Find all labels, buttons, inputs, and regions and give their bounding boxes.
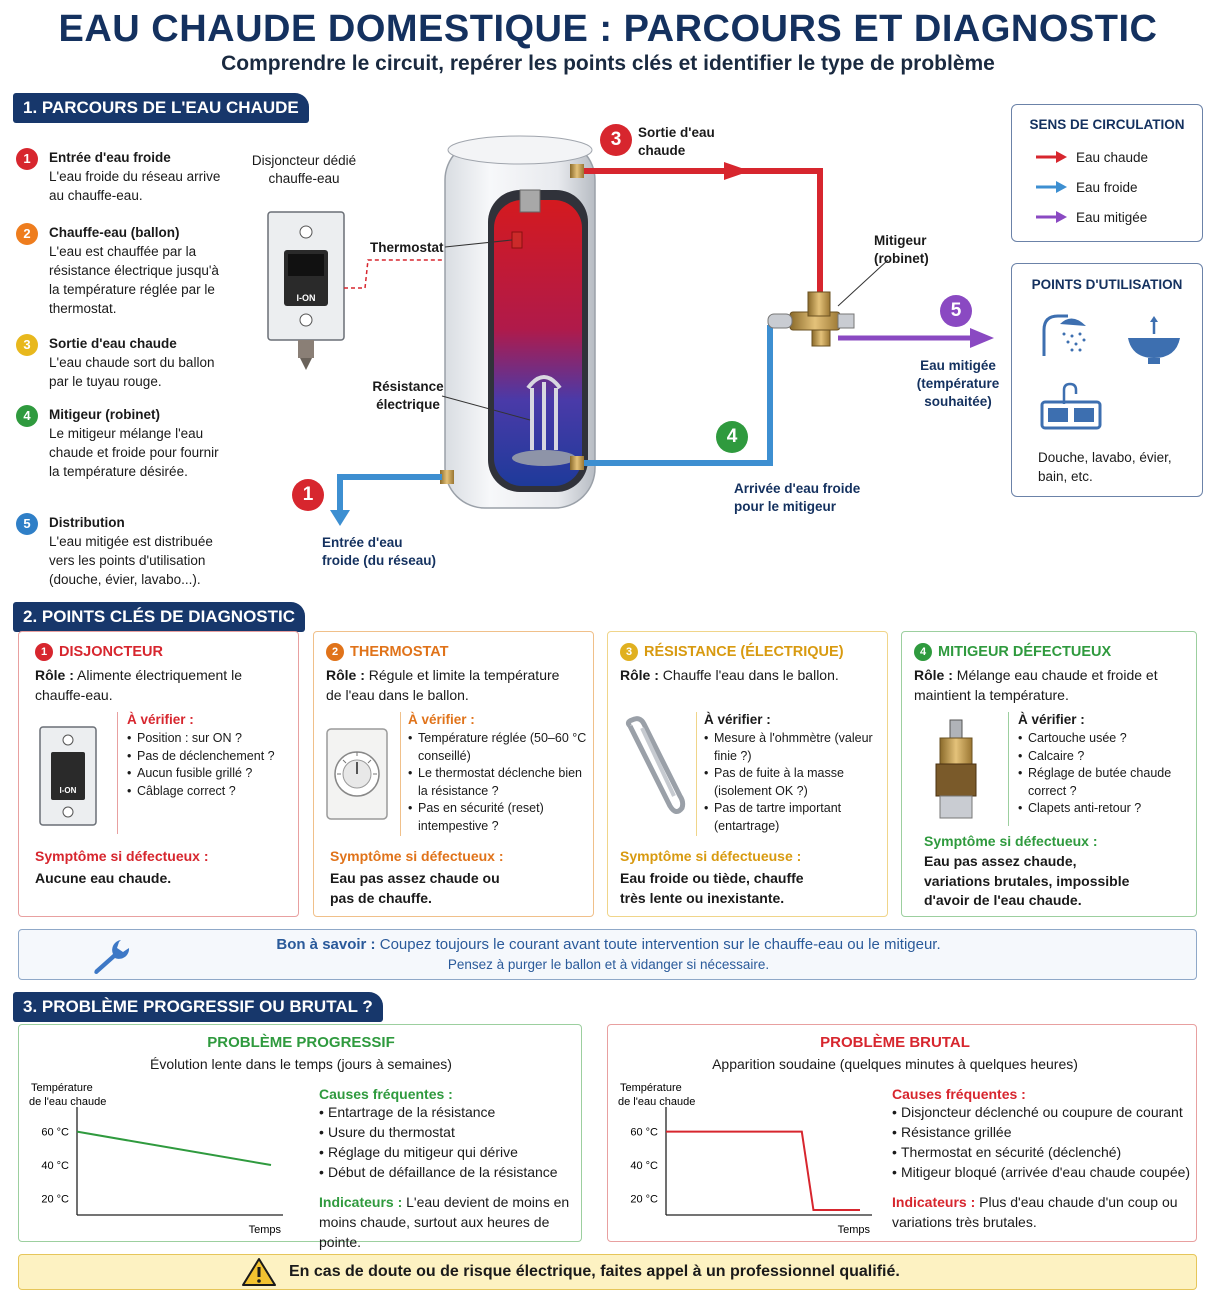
hot-arrow-icon [1036,150,1068,164]
brutal-cause-item: • Résistance grillée [892,1122,1192,1142]
card-breaker-symptom: Aucune eau chaude. [35,870,172,886]
card-thermostat-role [326,665,576,705]
flow-legend [1011,104,1203,242]
card-breaker-verify-item: • Pas de déclenchement ? [127,748,292,766]
card-thermostat-number: 2 [326,643,344,661]
step-2-title: Chauffe-eau (ballon) [49,225,180,240]
cold-arrow-icon [1036,180,1068,194]
card-thermostat-title: THERMOSTAT [350,644,449,660]
step-3-title: Sortie d'eau chaude [49,336,177,351]
inlet-number: 1 [292,479,324,511]
page-subtitle: Comprendre le circuit, repérer les points clés et identifier le type de problème [221,52,995,75]
mixed-label: Eau mitigée (température souhaitée) [916,358,1000,409]
thermostat-icon [326,728,388,820]
step-1-number: 1 [16,148,38,170]
diagnostic-card-resistance [607,631,888,917]
warning-icon [241,1257,277,1287]
step-2-text: L'eau est chauffée par la résistance électrique jusqu'à la température réglée par le thermostat. [49,244,219,316]
progressive-chart-tick-label: 60 °C [41,1126,69,1139]
step-3-text: L'eau chaude sort du ballon par le tuyau rouge. [49,355,215,389]
card-mixer-verify [1018,712,1194,818]
brutal-chart-tick-label: 20 °C [630,1193,658,1206]
step-1-title: Entrée d'eau froide [49,150,171,165]
section-3-heading: 3. PROBLÈME PROGRESSIF OU BRUTAL ? [13,992,383,1022]
step-2-number: 2 [16,223,38,245]
step-5-title: Distribution [49,515,125,530]
warning-banner [18,1254,1197,1290]
step-2 [16,223,221,318]
brutal-panel [607,1024,1197,1242]
card-mixer-title: MITIGEUR DÉFECTUEUX [938,644,1112,660]
usage-panel [1011,263,1203,497]
card-thermostat-symptom: Eau pas assez chaude ou pas de chauffe. [330,870,500,906]
card-thermostat-verify-item: • Le thermostat déclenche bien la résistance ? [408,765,588,800]
diagnostic-card-thermostat [313,631,594,917]
step-4-number: 4 [16,405,38,427]
card-resistance-role [620,665,880,685]
warning-text: En cas de doute ou de risque électrique, faites appel à un professionnel qualifié. [289,1263,900,1280]
shower-icon [1040,310,1096,360]
card-breaker-role-label: Rôle : [35,667,74,683]
card-resistance-number: 3 [620,643,638,661]
mixer-label: Mitigeur (robinet) [874,233,929,266]
brutal-indicators-text: Plus d'eau chaude d'un coup ou variations très brutales. [892,1194,1178,1230]
brutal-cause-item: • Mitigeur bloqué (arrivée d'eau chaude coupée) [892,1162,1192,1182]
thermostat-label: Thermostat [370,240,444,255]
step-3-number: 3 [16,334,38,356]
card-thermostat-role-text: Régule et limite la température de l'eau dans le ballon. [326,667,560,703]
card-thermostat-verify-item: • Pas en sécurité (reset) intempestive ? [408,800,588,835]
card-resistance-verify [704,712,882,835]
cold-mixer-label: Arrivée d'eau froide pour le mitigeur [734,481,861,514]
card-thermostat-verify [408,712,588,835]
step-5-number: 5 [16,513,38,535]
card-breaker-role-text: Alimente électriquement le chauffe-eau. [35,667,242,703]
card-resistance-verify-item: • Pas de fuite à la masse (isolement OK ?) [704,765,882,800]
breaker-icon [39,726,97,826]
progressive-subtitle: Évolution lente dans le temps (jours à semaines) [150,1056,452,1072]
brutal-chart-series-line [666,1132,860,1210]
card-resistance-verify-title: À vérifier : [704,712,771,727]
progressive-chart-ylabel: de l'eau chaude [29,1096,107,1108]
card-resistance-title: RÉSISTANCE (ÉLECTRIQUE) [644,644,844,660]
card-mixer-symptom-title: Symptôme si défectueux : [924,833,1098,849]
progressive-chart [23,1077,293,1237]
card-thermostat-verify-title: À vérifier : [408,712,475,727]
legend-mixed [1036,202,1202,232]
progressive-cause-item: • Entartrage de la résistance [319,1102,581,1122]
card-breaker-title: DISJONCTEUR [59,644,163,660]
card-resistance-verify-item: • Mesure à l'ohmmètre (valeur finie ?) [704,730,882,765]
washbasin-icon [1126,316,1182,366]
card-resistance-verify-item: • Pas de tartre important (entartrage) [704,800,882,835]
tip-text: Coupez toujours le courant avant toute intervention sur le chauffe-eau ou le mitigeur. [379,936,941,953]
brutal-indicators [892,1192,1192,1232]
legend-hot-label: Eau chaude [1076,149,1149,165]
brutal-chart-ylabel: de l'eau chaude [618,1096,696,1108]
breaker-icon-label: I-ON [59,786,77,795]
brutal-chart-tick-label: 40 °C [630,1160,658,1172]
page-title: EAU CHAUDE DOMESTIQUE : PARCOURS ET DIAGNOSTIC [58,8,1158,50]
progressive-cause-item: • Début de défaillance de la résistance [319,1162,581,1182]
progressive-chart-tick-label: 20 °C [41,1193,69,1206]
resistance-label: Résistance électrique [372,379,444,412]
tip-line-1 [19,936,1198,953]
brutal-chart-xlabel: Temps [837,1224,870,1236]
legend-hot [1036,142,1202,172]
brutal-chart-tick-label: 60 °C [630,1126,658,1139]
card-mixer-verify-item: • Calcaire ? [1018,748,1194,766]
section-2-heading: 2. POINTS CLÉS DE DIAGNOSTIC [13,602,305,632]
progressive-chart-series-line [77,1132,271,1165]
progressive-chart-tick-label: 40 °C [41,1160,69,1172]
card-mixer-verify-item: • Réglage de butée chaude correct ? [1018,765,1194,800]
outlet-number: 3 [600,124,632,156]
step-4-title: Mitigeur (robinet) [49,407,160,422]
step-1-text: L'eau froide du réseau arrive au chauffe-eau. [49,169,221,203]
card-mixer-verify-item: • Clapets anti-retour ? [1018,800,1194,818]
usage-text: Douche, lavabo, évier, bain, etc. [1038,450,1172,484]
progressive-cause-item: • Réglage du mitigeur qui dérive [319,1142,581,1162]
card-breaker-symptom-title: Symptôme si défectueux : [35,848,209,864]
card-resistance-role-label: Rôle : [620,667,659,683]
card-resistance-role-text: Chauffe l'eau dans le ballon. [662,667,839,683]
card-mixer-verify-item: • Cartouche usée ? [1018,730,1194,748]
card-breaker-verify-item: • Aucun fusible grillé ? [127,765,292,783]
card-mixer-role-label: Rôle : [914,667,953,683]
progressive-causes [319,1086,581,1252]
outlet-label: Sortie d'eau chaude [638,125,715,158]
mixed-arrow-icon [1036,210,1068,224]
step-4-text: Le mitigeur mélange l'eau chaude et froide pour fournir la température désirée. [49,426,219,479]
card-thermostat-role-label: Rôle : [326,667,365,683]
progressive-cause-item: • Usure du thermostat [319,1122,581,1142]
legend-cold-label: Eau froide [1076,179,1138,195]
brutal-cause-item: • Thermostat en sécurité (déclenché) [892,1142,1192,1162]
brutal-indicators-label: Indicateurs : [892,1194,976,1210]
progressive-indicators [319,1192,581,1252]
cold-mixer-number: 4 [716,421,748,453]
diagnostic-card-breaker [18,631,299,917]
card-resistance-symptom: Eau froide ou tiède, chauffe très lente ou inexistante. [620,870,804,906]
brutal-causes [892,1086,1192,1232]
step-1 [16,148,221,205]
card-breaker-verify-item: • Position : sur ON ? [127,730,292,748]
card-mixer-number: 4 [914,643,932,661]
inlet-label: Entrée d'eau froide (du réseau) [322,535,437,568]
legend-title: SENS DE CIRCULATION [1029,117,1185,132]
tip-line-2: Pensez à purger le ballon et à vidanger si nécessaire. [447,957,770,972]
card-mixer-symptom: Eau pas assez chaude, variations brutales, impossible d'avoir de l'eau chaude. [924,853,1130,908]
step-5 [16,513,221,589]
water-circuit-diagram [230,120,1010,600]
card-breaker-verify-title: À vérifier : [127,712,194,727]
brutal-subtitle: Apparition soudaine (quelques minutes à quelques heures) [712,1056,1078,1072]
card-breaker-verify [127,712,292,800]
brutal-chart [612,1077,882,1237]
heating-element-icon [622,716,688,818]
card-breaker-number: 1 [35,643,53,661]
breaker-switch-label: I-ON [296,293,316,303]
tip-box [18,929,1197,980]
breaker-label: Disjoncteur dédié chauffe-eau [251,153,357,186]
card-mixer-verify-title: À vérifier : [1018,712,1085,727]
card-mixer-heading [914,643,1111,661]
section-1-heading: 1. PARCOURS DE L'EAU CHAUDE [13,93,309,123]
card-thermostat-verify-item: • Température réglée (50–60 °C conseillé) [408,730,588,765]
brutal-chart-ylabel: Température [620,1082,682,1094]
brutal-causes-title: Causes fréquentes : [892,1086,1026,1102]
card-resistance-symptom-title: Symptôme si défectueuse : [620,848,802,864]
progressive-indicators-text: L'eau devient de moins en moins chaude, surtout aux heures de pointe. [319,1194,570,1250]
progressive-causes-title: Causes fréquentes : [319,1086,453,1102]
progressive-chart-xlabel: Temps [248,1224,281,1236]
water-heater-tank [440,136,595,508]
progressive-chart-ylabel: Température [31,1082,93,1094]
progressive-indicators-label: Indicateurs : [319,1194,403,1210]
card-thermostat-symptom-title: Symptôme si défectueux : [330,848,504,864]
tip-label: Bon à savoir : [276,936,376,953]
breaker-box [268,212,344,370]
progressive-panel [18,1024,582,1250]
card-breaker-role [35,665,275,705]
card-resistance-heading [620,643,844,661]
card-breaker-verify-item: • Câblage correct ? [127,783,292,801]
step-5-text: L'eau mitigée est distribuée vers les points d'utilisation (douche, évier, lavabo...). [49,534,213,587]
card-breaker-heading [35,643,163,661]
card-mixer-role-text: Mélange eau chaude et froide et maintient la température. [914,667,1158,703]
brutal-title: PROBLÈME BRUTAL [820,1034,970,1051]
mixed-number: 5 [940,295,972,327]
usage-title: POINTS D'UTILISATION [1031,277,1183,292]
card-thermostat-heading [326,643,449,661]
progressive-title: PROBLÈME PROGRESSIF [207,1034,395,1051]
step-4 [16,405,221,481]
card-mixer-role [914,665,1174,705]
brutal-cause-item: • Disjoncteur déclenché ou coupure de courant [892,1102,1192,1122]
diagnostic-card-mixer [901,631,1197,917]
sink-icon [1040,382,1102,432]
legend-cold [1036,172,1202,202]
legend-mixed-label: Eau mitigée [1076,209,1148,225]
step-3 [16,334,221,391]
cartridge-icon [928,718,984,822]
